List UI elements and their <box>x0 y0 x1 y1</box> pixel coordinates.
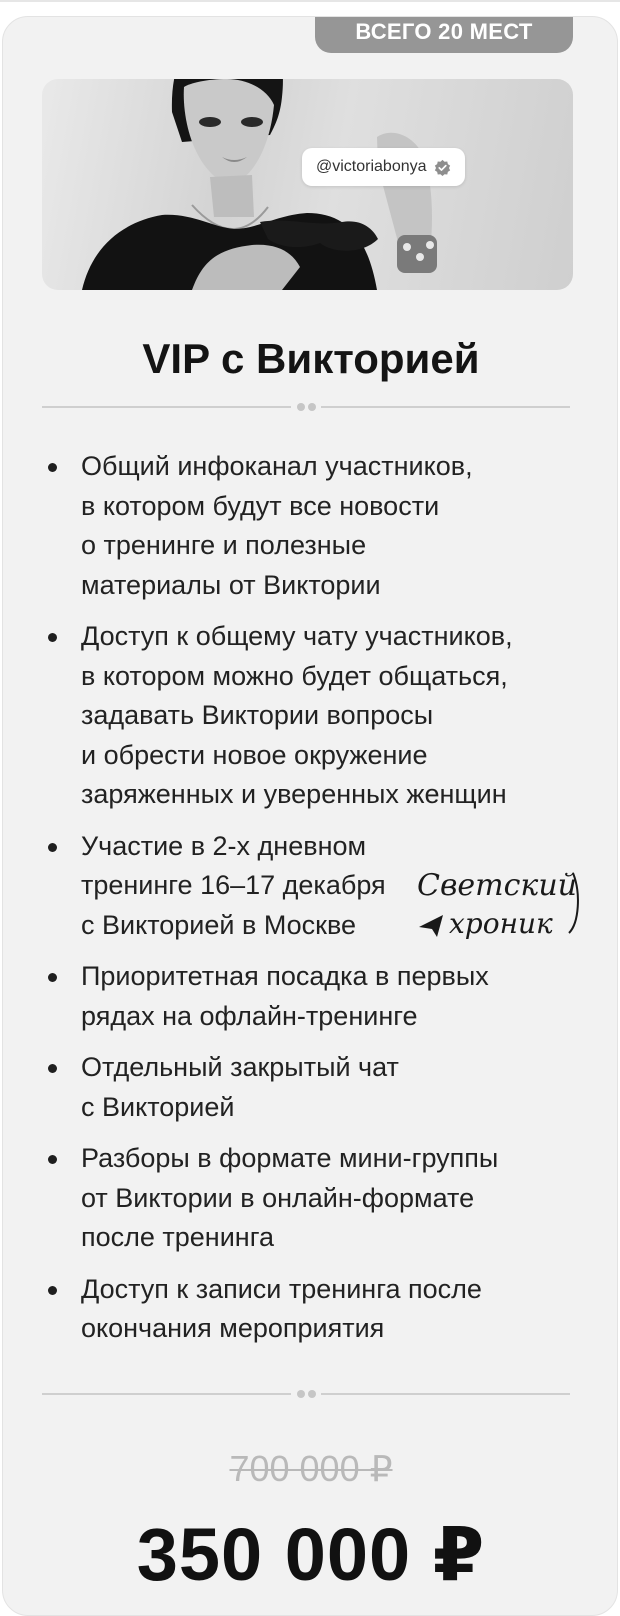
bullet-dot <box>48 973 57 982</box>
list-item <box>43 1139 583 1258</box>
list-item <box>43 1270 583 1349</box>
bullet-dot <box>48 633 57 642</box>
feature-text: Разборы в формате мини-группы от Виктории в онлайн-формате после тренинга <box>81 1143 499 1252</box>
list-item <box>43 1048 583 1127</box>
bullet-dot <box>48 1286 57 1295</box>
divider-dot <box>308 403 316 411</box>
divider-dot <box>308 1390 316 1398</box>
list-item <box>43 617 583 815</box>
section-divider <box>42 399 570 415</box>
feature-text: Общий инфоканал участников, в котором будут все новости о тренинге и полезные материалы от Виктории <box>81 451 473 600</box>
instagram-handle-chip[interactable] <box>302 148 465 186</box>
feature-text: Доступ к общему чату участников, в котором можно будет общаться, задавать Виктории вопросы и обрести новое окружение заряженных и уверенных женщин <box>81 621 513 809</box>
promo-photo <box>42 79 573 290</box>
seats-badge: ВСЕГО 20 МЕСТ <box>315 17 573 53</box>
old-price: 700 000 ₽ <box>229 1448 393 1489</box>
svetskiy-hronik-watermark <box>413 853 583 963</box>
bullet-dot <box>48 1155 57 1164</box>
top-divider-line <box>0 0 620 2</box>
current-price: 350 000 ₽ <box>136 1513 486 1596</box>
tariff-card <box>2 16 618 1616</box>
watermark-line2: хроник <box>449 907 553 940</box>
list-item <box>43 957 583 1036</box>
handle-text: @victoriabonya <box>316 158 427 175</box>
feature-text: Приоритетная посадка в первых рядах на офлайн-тренинге <box>81 961 489 1031</box>
verified-badge-icon <box>434 159 451 176</box>
divider-dot <box>297 1390 305 1398</box>
divider-dot <box>297 403 305 411</box>
list-item <box>43 447 583 605</box>
feature-text: Доступ к записи тренинга после окончания мероприятия <box>81 1273 482 1343</box>
tariff-title: VIP с Викторией <box>142 335 480 382</box>
bullet-dot <box>48 843 57 852</box>
feature-text: Отдельный закрытый чат с Викторией <box>81 1052 399 1122</box>
section-divider <box>42 1386 570 1402</box>
bullet-dot <box>48 1064 57 1073</box>
watermark-line1: Светский <box>417 868 577 903</box>
bullet-dot <box>48 463 57 472</box>
telegram-plane-icon <box>419 915 443 937</box>
feature-text: Участие в 2-х дневном тренинге 16–17 декабря с Викторией в Москве <box>81 830 386 940</box>
